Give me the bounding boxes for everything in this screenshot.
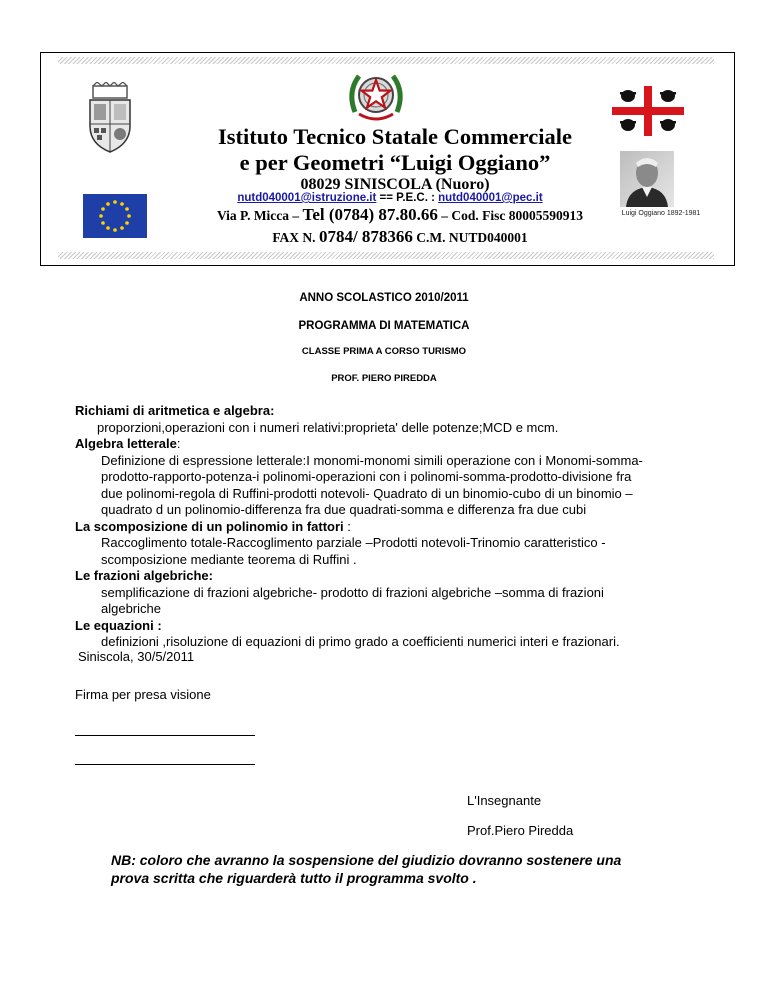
program-content: [75, 403, 715, 651]
section-equations: [75, 618, 715, 651]
place-date: Siniscola, 30/5/2011: [78, 649, 195, 664]
section-title: Algebra letterale:: [75, 436, 181, 451]
fax-number: 0784/ 878366: [318, 227, 413, 246]
section-line: definizioni ,risoluzione di equazioni di primo grado a coefficienti numerici interi e frazionari.: [101, 634, 620, 649]
signature-line: [75, 735, 255, 736]
note-line: prova scritta che riguarderà tutto il programma svolto .: [111, 870, 477, 886]
pec-separator: == P.E.C. :: [376, 192, 439, 204]
teacher-heading: PROF. PIERO PIREDDA: [331, 373, 437, 384]
class-heading: CLASSE PRIMA A CORSO TURISMO: [301, 346, 467, 357]
section-factorization: [75, 519, 715, 569]
section-title: Le frazioni algebriche:: [75, 568, 213, 583]
sardinia-flag-icon: [612, 86, 684, 136]
school-name-line2: e per Geometri “Luigi Oggiano”: [239, 150, 551, 175]
address-phone: Tel (0784) 87.80.66: [302, 205, 438, 224]
address-fiscal-code: – Cod. Fisc 80005590913: [437, 208, 584, 223]
letterhead-bottom-hatch: [58, 252, 714, 259]
school-name-line1: Istituto Tecnico Statale Commerciale: [218, 124, 572, 149]
ministry-code: C.M. NUTD040001: [412, 230, 528, 245]
portrait-photo: [620, 151, 674, 207]
section-algebraic-fractions: [75, 568, 715, 618]
school-city: 08029 SINISCOLA (Nuoro): [300, 176, 490, 193]
portrait-caption: Luigi Oggiano 1892-1981: [621, 210, 701, 217]
section-line: prodotto-rapporto-potenza-i polinomi-operazioni con i polinomi-somma-prodotto-divisione fra: [101, 469, 632, 484]
section-arithmetic: [75, 403, 715, 436]
section-line: quadrato d un polinomio-differenza fra due quadrati-somma e differenza fra due cubi: [101, 502, 587, 517]
section-line: Definizione di espressione letterale:I monomi-monomi simili operazione con i Monomi-somma-: [101, 452, 643, 468]
section-line: scomposizione mediante teorema di Ruffini .: [101, 551, 357, 567]
eu-flag-icon: [83, 194, 147, 238]
school-year-heading: ANNO SCOLASTICO 2010/2011: [299, 292, 469, 304]
fax-line: [170, 227, 630, 247]
section-title: Richiami di aritmetica e algebra:: [75, 403, 275, 418]
section-line: Raccoglimento totale-Raccoglimento parziale –Prodotti notevoli-Trinomio caratteristico -: [101, 535, 606, 550]
italian-emblem-icon: [345, 68, 407, 124]
section-line: due polinomi-regola di Ruffini-prodotti notevoli- Quadrato di un binomio-cubo di un binomio –: [101, 485, 633, 501]
section-line: algebriche: [101, 601, 161, 616]
address-line: [170, 205, 630, 225]
fax-label: FAX N.: [272, 230, 319, 245]
signature-line: [75, 764, 255, 765]
section-title: La scomposizione di un polinomio in fattori :: [75, 518, 351, 534]
section-line: semplificazione di frazioni algebriche- prodotto di frazioni algebriche –somma di frazioni: [101, 584, 604, 600]
section-literal-algebra: [75, 436, 715, 519]
teacher-label: L'Insegnante: [467, 793, 542, 808]
signature-label: Firma per presa visione: [75, 687, 211, 702]
note-line: NB: coloro che avranno la sospensione del giudizio dovranno sostenere una: [111, 852, 622, 868]
note-paragraph: [111, 851, 711, 887]
section-line: proporzioni,operazioni con i numeri relativi:proprieta' delle potenze;MCD e mcm.: [97, 419, 559, 435]
comune-crest-icon: [84, 82, 136, 154]
section-title: Le equazioni :: [75, 617, 162, 633]
program-heading: PROGRAMMA DI MATEMATICA: [298, 320, 470, 332]
teacher-name: Prof.Piero Piredda: [467, 823, 574, 838]
email-link[interactable]: nutd040001@istruzione.it: [237, 192, 377, 204]
pec-link[interactable]: nutd040001@pec.it: [438, 192, 543, 204]
contacts-line: [160, 192, 620, 204]
address-street: Via P. Micca –: [216, 208, 303, 223]
